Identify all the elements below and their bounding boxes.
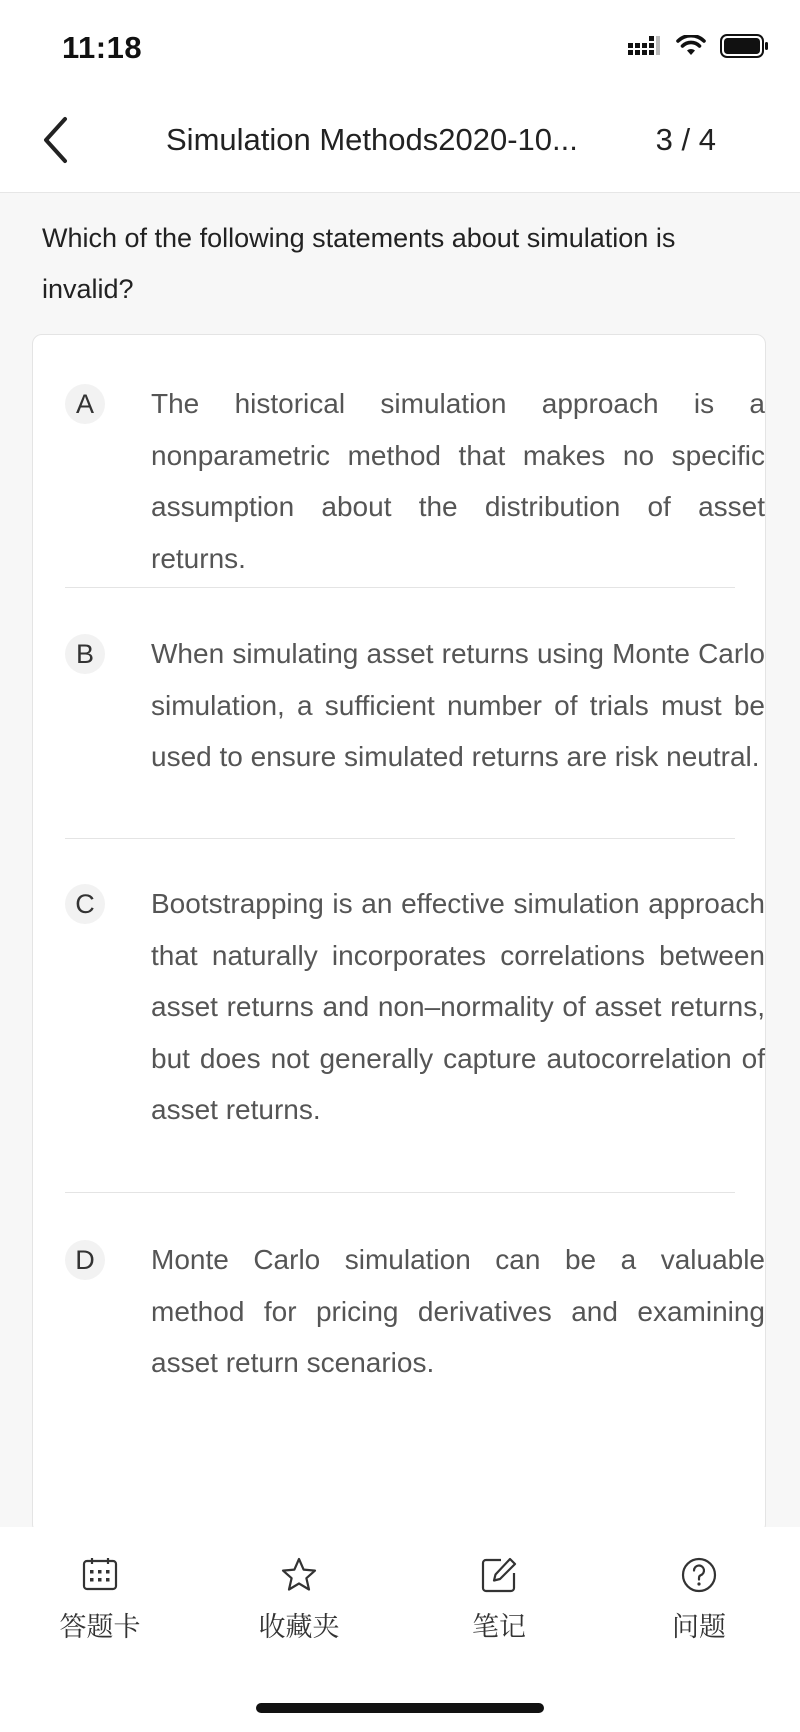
star-icon: [277, 1553, 321, 1597]
option-text: Monte Carlo simulation can be a valuable method for pricing derivatives and examining asset return scenarios.: [151, 1244, 765, 1378]
page-title: Simulation Methods2020-10...: [166, 122, 578, 157]
tab-label: 问题: [672, 1612, 726, 1643]
tab-notes[interactable]: [429, 1553, 569, 1653]
question-text: Which of the following statements about simulation is invalid?: [42, 223, 676, 304]
battery-icon: [720, 34, 770, 63]
nav-bar: [0, 92, 800, 193]
option-letter: D: [65, 1240, 105, 1280]
option-divider: [65, 587, 735, 588]
option-letter: A: [65, 384, 105, 424]
back-button[interactable]: [26, 92, 86, 192]
option-letter: B: [65, 634, 105, 674]
status-bar: [0, 0, 800, 92]
question-circle-icon: [677, 1553, 721, 1597]
options-card: [32, 334, 766, 1527]
bottom-tab-bar: [0, 1527, 800, 1732]
status-icons: [628, 34, 770, 63]
question-progress: 3 / 4: [655, 122, 716, 157]
tab-label: 答题卡: [59, 1612, 141, 1643]
signal-icon: [628, 35, 662, 62]
chevron-left-icon: [41, 116, 71, 169]
tab-favorites[interactable]: [229, 1553, 369, 1653]
option-divider: [65, 838, 735, 839]
option-text: The historical simulation approach is a nonparametric method that makes no specific assumption about the distribution of asset returns.: [151, 388, 765, 574]
option-divider: [65, 1192, 735, 1193]
option-text: Bootstrapping is an effective simulation approach that naturally incorporates correlations between asset returns and non–normality of asset returns, but does not generally capture autocorrelation of asset returns.: [151, 888, 765, 1125]
option-letter: C: [65, 884, 105, 924]
option-text: When simulating asset returns using Monte Carlo simulation, a sufficient number of trials must be used to ensure simulated returns are risk neutral.: [151, 638, 765, 772]
tab-label: 收藏夹: [258, 1612, 340, 1643]
note-edit-icon: [477, 1553, 521, 1597]
status-time: 11:18: [62, 30, 143, 65]
answer-sheet-icon: [78, 1553, 122, 1597]
wifi-icon: [676, 35, 706, 62]
tab-questions[interactable]: [629, 1553, 769, 1653]
tab-answer-sheet[interactable]: [30, 1553, 170, 1653]
question-content: [0, 193, 800, 1527]
tab-label: 笔记: [472, 1612, 526, 1643]
home-indicator[interactable]: [256, 1703, 544, 1713]
